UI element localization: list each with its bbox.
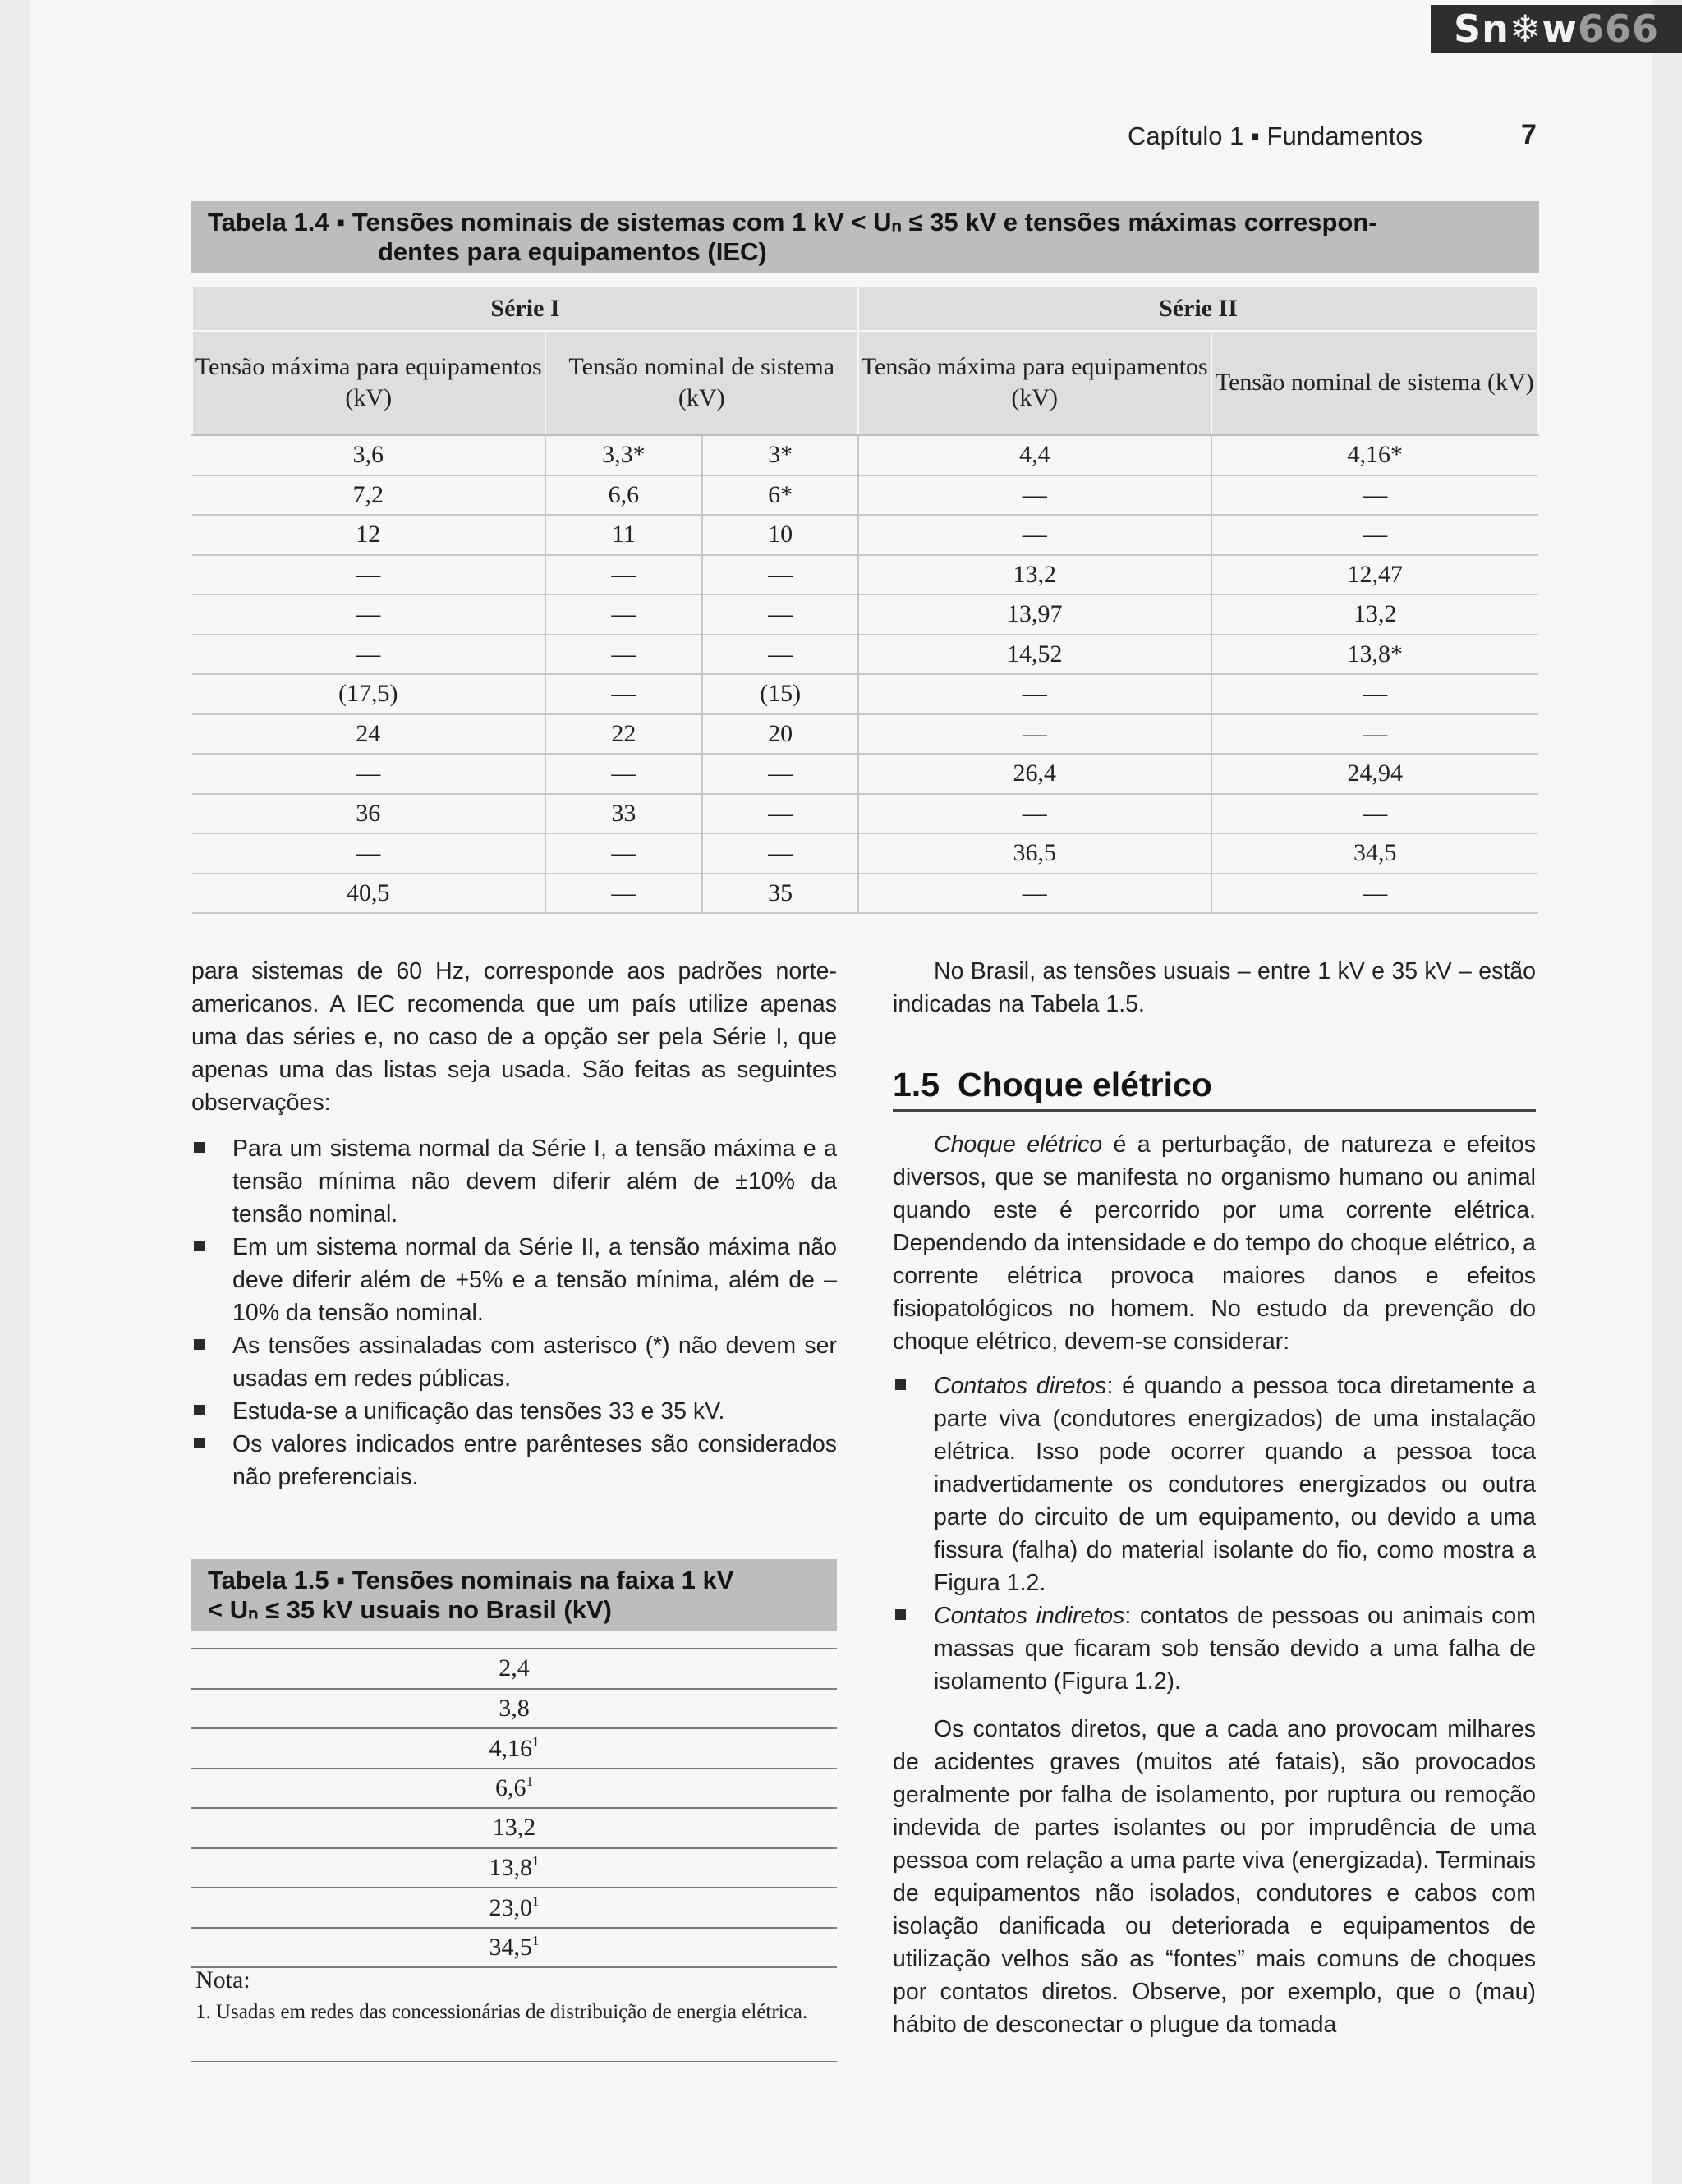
list-item: Estuda-se a unificação das tensões 33 e 35 kV.: [191, 1395, 837, 1428]
table-row: [192, 674, 1538, 714]
table-row: [191, 1728, 837, 1769]
table-row: [191, 1888, 837, 1928]
watermark-text: Sn❄w: [1454, 7, 1578, 51]
list-item: [893, 1370, 1536, 1599]
watermark-logo: [1431, 5, 1682, 53]
table-cell: —: [192, 594, 545, 635]
table-1-4-caption-line1: Tabela 1.4 ▪ Tensões nominais de sistemas com 1 kV < Uₙ ≤ 35 kV e tensões máximas correspon-: [208, 208, 1377, 236]
table-cell: —: [702, 635, 858, 675]
cell-value: 6,6: [495, 1774, 526, 1802]
list-item: Em um sistema normal da Série II, a tensão máxima não deve diferir além de +5% e a tensão mínima, além de –10% da tensão nominal.: [191, 1231, 837, 1329]
term-choque: Choque elétrico: [934, 1131, 1103, 1158]
table-cell: (15): [702, 674, 858, 714]
table-row: [192, 555, 1538, 595]
cell-value: 13,8: [489, 1854, 532, 1882]
table-row: [192, 515, 1538, 555]
table-cell: [191, 1649, 837, 1689]
table-cell: 33: [545, 794, 703, 834]
table-cell: 11: [545, 515, 703, 555]
table-row: [192, 635, 1538, 675]
table-cell: 4,4: [858, 435, 1211, 475]
footnote-mark: 1: [532, 1733, 540, 1750]
left-column: [191, 955, 837, 1493]
table-cell: —: [858, 515, 1211, 555]
watermark-number: 666: [1577, 7, 1659, 51]
table-row: [192, 714, 1538, 755]
section-number: 1.5: [893, 1066, 940, 1103]
table-row: [191, 1808, 837, 1848]
table-cell: —: [1211, 475, 1539, 516]
table-cell: 36,5: [858, 833, 1211, 874]
table-cell: 14,52: [858, 635, 1211, 675]
table-cell: —: [1211, 714, 1539, 755]
table-row: [192, 435, 1538, 475]
cell-value: 13,2: [492, 1814, 536, 1842]
table-cell: —: [702, 833, 858, 874]
cell-value: 34,5: [489, 1934, 532, 1961]
footnote-mark: 1: [526, 1773, 533, 1790]
section-heading: [893, 1062, 1536, 1112]
table-cell: —: [192, 555, 545, 595]
table-cell: [191, 1928, 837, 1968]
table-cell: [191, 1689, 837, 1729]
table-row: [191, 1848, 837, 1888]
table-1-5-caption: [191, 1559, 837, 1631]
table-row: [191, 1769, 837, 1809]
table-cell: [191, 1769, 837, 1809]
table-row: [192, 874, 1538, 914]
table-row: [192, 754, 1538, 794]
table-cell: 35: [702, 874, 858, 914]
table-cell: —: [192, 754, 545, 794]
table-row: [191, 1649, 837, 1689]
table-1-5-note: [195, 1966, 837, 2027]
paragraph-brasil: No Brasil, as tensões usuais – entre 1 kV e 35 kV – estão indicadas na Tabela 1.5.: [893, 958, 1536, 1017]
paragraph-choque: [893, 1128, 1536, 1358]
term-contatos-indiretos: Contatos indiretos: [934, 1603, 1125, 1629]
table-cell: 40,5: [192, 874, 545, 914]
table-cell: —: [702, 555, 858, 595]
table-cell: 36: [192, 794, 545, 834]
table-1-4: [191, 286, 1539, 914]
table-cell: 3,6: [192, 435, 545, 475]
table-cell: —: [858, 874, 1211, 914]
list-item-text: : contatos de pessoas ou animais com massas que ficaram sob tensão devido a uma falha de isolamento (Figura 1.2).: [934, 1603, 1536, 1695]
table-cell: 4,16*: [1211, 435, 1539, 475]
table-cell: 13,2: [1211, 594, 1539, 635]
table-cell: —: [702, 794, 858, 834]
running-head: Capítulo 1 ▪ Fundamentos: [1128, 122, 1423, 150]
section-title: Choque elétrico: [958, 1066, 1212, 1103]
footnote-mark: 1: [532, 1853, 540, 1870]
contacts-list: [893, 1370, 1536, 1698]
table-cell: [191, 1848, 837, 1888]
table-1-4-caption: [191, 201, 1539, 273]
table-cell: —: [192, 833, 545, 874]
table-cell: 6*: [702, 475, 858, 516]
page-number: 7: [1521, 119, 1537, 150]
list-item: Os valores indicados entre parênteses são considerados não preferenciais.: [191, 1428, 837, 1493]
table-cell: —: [545, 674, 703, 714]
table-cell: [191, 1728, 837, 1769]
table-cell: 12,47: [1211, 555, 1539, 595]
table-cell: —: [1211, 874, 1539, 914]
footnote-mark: 1: [532, 1893, 540, 1909]
col-header-nom-2: Tensão nominal de sistema (kV): [1211, 331, 1539, 435]
table-cell: 7,2: [192, 475, 545, 516]
table-cell: 34,5: [1211, 833, 1539, 874]
table-cell: 26,4: [858, 754, 1211, 794]
table-cell: 3*: [702, 435, 858, 475]
table-cell: —: [545, 833, 703, 874]
table-cell: [191, 1888, 837, 1928]
list-item-text: : é quando a pessoa toca diretamente a parte viva (condutores energizados) de uma instalação elétrica. Isso pode ocorrer quando a pessoa toca inadvertidamente os condutores energizados ou outra parte do circuito de um equipamento, ou devido a uma fissura (falha) do material isolante do fio, como mostra a Figura 1.2.: [934, 1373, 1536, 1596]
table-row: [191, 1928, 837, 1968]
table-cell: 20: [702, 714, 858, 755]
table-cell: 22: [545, 714, 703, 755]
table-cell: 3,3*: [545, 435, 703, 475]
table-1-4-caption-line2: dentes para equipamentos (IEC): [378, 237, 767, 266]
table-cell: —: [545, 594, 703, 635]
table-cell: 13,2: [858, 555, 1211, 595]
table-cell: 12: [192, 515, 545, 555]
col-header-nom-1: Tensão nominal de sistema (kV): [545, 331, 858, 435]
table-cell: [191, 1808, 837, 1848]
table-cell: —: [858, 714, 1211, 755]
col-header-max-2: Tensão máxima para equipamentos (kV): [858, 331, 1211, 435]
table-cell: —: [858, 674, 1211, 714]
table-1-5-caption-line2: < Uₙ ≤ 35 kV usuais no Brasil (kV): [208, 1595, 612, 1624]
col-header-max-1: Tensão máxima para equipamentos (kV): [192, 331, 545, 435]
table-1-5-caption-line1: Tabela 1.5 ▪ Tensões nominais na faixa 1 kV: [208, 1566, 734, 1594]
table-cell: —: [702, 594, 858, 635]
table-cell: —: [545, 874, 703, 914]
table-cell: —: [545, 555, 703, 595]
paragraph-choque-text: é a perturbação, de natureza e efeitos diversos, que se manifesta no organismo humano ou animal quando este é percorrido por uma corrente elétrica. Dependendo da intensidade e do tempo do choque elétrico, a corrente elétrica provoca maiores danos e efeitos fisiopatológicos no homem. No estudo da prevenção do choque elétrico, devem-se considerar:: [893, 1131, 1536, 1355]
list-item: Para um sistema normal da Série I, a tensão máxima e a tensão mínima não devem diferir além de ±10% da tensão nominal.: [191, 1132, 837, 1231]
serie-2-header: Série II: [858, 287, 1538, 331]
serie-1-header: Série I: [192, 287, 858, 331]
cell-value: 3,8: [499, 1694, 530, 1722]
table-cell: —: [1211, 515, 1539, 555]
note-rule: [191, 2061, 837, 2062]
cell-value: 23,0: [489, 1893, 532, 1921]
table-row: [192, 833, 1538, 874]
table-cell: 6,6: [545, 475, 703, 516]
table-cell: 13,8*: [1211, 635, 1539, 675]
observations-list: [191, 1132, 837, 1493]
table-row: [192, 594, 1538, 635]
table-cell: 13,97: [858, 594, 1211, 635]
table-cell: 24: [192, 714, 545, 755]
right-column: [893, 955, 1536, 2041]
table-cell: —: [545, 635, 703, 675]
cell-value: 4,16: [489, 1734, 532, 1762]
cell-value: 2,4: [499, 1654, 530, 1682]
table-cell: —: [1211, 794, 1539, 834]
paragraph-contatos-diretos: Os contatos diretos, que a cada ano provocam milhares de acidentes graves (muitos até fatais), são provocados geralmente por falha de isolamento, por ruptura ou remoção indevida de partes isolantes ou por imprudência de uma pessoa com relação a uma parte viva (energizada). Terminais de equipamentos não isolados, condutores e cabos com isolação danificada ou deteriorada e equipamentos de utilização velhos são as “fontes” mais comuns de choques por contatos diretos. Observe, por exemplo, que o (mau) hábito de desconectar o plugue da tomada: [893, 1716, 1536, 2038]
table-cell: 10: [702, 515, 858, 555]
table-cell: —: [545, 754, 703, 794]
table-row: [192, 794, 1538, 834]
table-cell: —: [858, 794, 1211, 834]
paragraph-intro: para sistemas de 60 Hz, corresponde aos padrões norte-americanos. A IEC recomenda que um país utilize apenas uma das séries e, no caso de a opção ser pela Série I, que apenas uma das listas seja usada. São feitas as seguintes observações:: [191, 958, 837, 1116]
table-1-5: [191, 1648, 837, 1968]
table-cell: —: [858, 475, 1211, 516]
table-cell: —: [1211, 674, 1539, 714]
list-item: [893, 1599, 1536, 1698]
table-cell: 24,94: [1211, 754, 1539, 794]
table-cell: —: [192, 635, 545, 675]
term-contatos-diretos: Contatos diretos: [934, 1373, 1107, 1399]
table-row: [191, 1689, 837, 1729]
list-item: As tensões assinaladas com asterisco (*) não devem ser usadas em redes públicas.: [191, 1329, 837, 1395]
table-row: [192, 475, 1538, 516]
note-item: 1. Usadas em redes das concessionárias de distribuição de energia elétrica.: [195, 2001, 808, 2023]
table-cell: —: [702, 754, 858, 794]
note-title: Nota:: [195, 1966, 250, 1994]
footnote-mark: 1: [532, 1933, 540, 1949]
table-cell: (17,5): [192, 674, 545, 714]
